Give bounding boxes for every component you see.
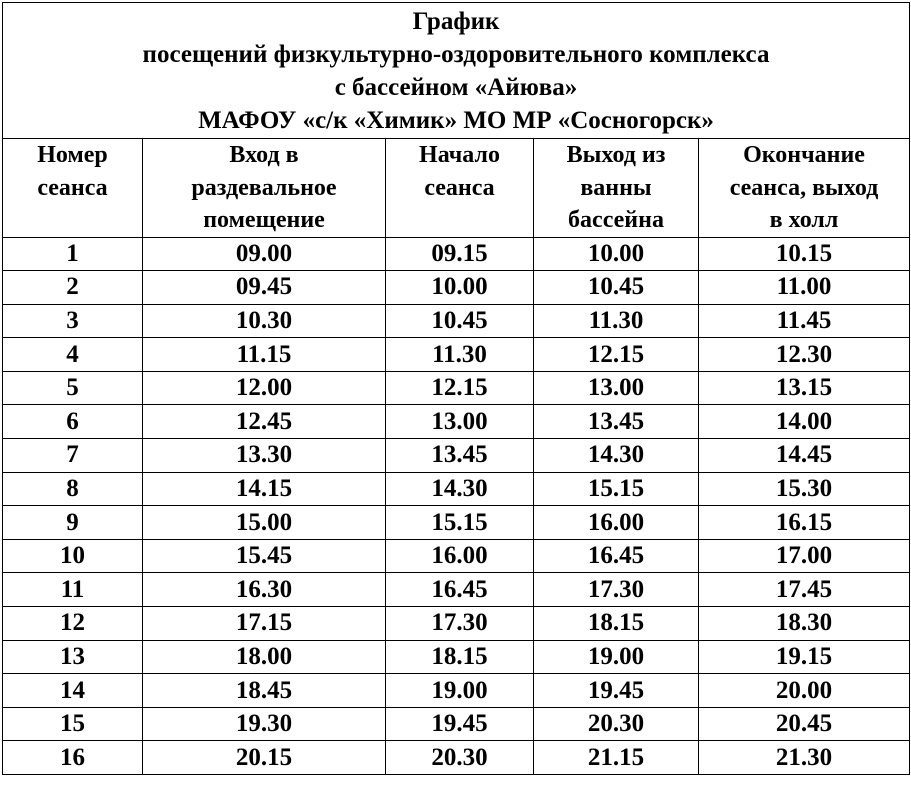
header-line: помещение bbox=[203, 207, 325, 233]
pool-exit-time: 14.30 bbox=[534, 439, 699, 473]
session-end-time: 19.15 bbox=[699, 640, 910, 674]
session-number: 11 bbox=[3, 573, 143, 607]
session-end-time: 20.00 bbox=[699, 674, 910, 708]
title-line-1: График bbox=[412, 7, 500, 35]
session-start-time: 09.15 bbox=[386, 237, 534, 271]
session-number: 9 bbox=[3, 506, 143, 540]
session-number: 10 bbox=[3, 539, 143, 573]
session-start-time: 10.00 bbox=[386, 271, 534, 305]
header-line: сеанса bbox=[424, 174, 495, 201]
session-number: 6 bbox=[3, 405, 143, 439]
session-start-time: 16.45 bbox=[386, 573, 534, 607]
session-end-time: 13.15 bbox=[699, 371, 910, 405]
pool-exit-time: 10.00 bbox=[534, 237, 699, 271]
pool-exit-time: 12.15 bbox=[534, 338, 699, 372]
pool-exit-time: 16.45 bbox=[534, 539, 699, 573]
session-end-time: 14.00 bbox=[699, 405, 910, 439]
session-start-time: 11.30 bbox=[386, 338, 534, 372]
session-number: 1 bbox=[3, 237, 143, 271]
pool-exit-time: 17.30 bbox=[534, 573, 699, 607]
column-headers bbox=[3, 139, 910, 238]
header-line: Окончание bbox=[743, 142, 865, 168]
locker-entry-time: 19.30 bbox=[143, 707, 386, 741]
table-row bbox=[3, 640, 910, 674]
pool-exit-time: 19.45 bbox=[534, 674, 699, 708]
locker-entry-time: 13.30 bbox=[143, 439, 386, 473]
table-row bbox=[3, 439, 910, 473]
locker-entry-time: 18.00 bbox=[143, 640, 386, 674]
session-end-time: 14.45 bbox=[699, 439, 910, 473]
pool-exit-time: 21.15 bbox=[534, 741, 699, 775]
session-end-time: 12.30 bbox=[699, 338, 910, 372]
locker-entry-time: 11.15 bbox=[143, 338, 386, 372]
locker-entry-time: 09.00 bbox=[143, 237, 386, 271]
session-number: 5 bbox=[3, 371, 143, 405]
table-row bbox=[3, 405, 910, 439]
locker-entry-time: 16.30 bbox=[143, 573, 386, 607]
session-end-time: 11.00 bbox=[699, 271, 910, 305]
table-row bbox=[3, 741, 910, 775]
table-row bbox=[3, 472, 910, 506]
header-line: Начало bbox=[419, 142, 500, 168]
table-row bbox=[3, 371, 910, 405]
locker-entry-time: 09.45 bbox=[143, 271, 386, 305]
header-line: раздевальное bbox=[191, 174, 337, 201]
locker-entry-time: 15.00 bbox=[143, 506, 386, 540]
session-number: 3 bbox=[3, 304, 143, 338]
table-row bbox=[3, 271, 910, 305]
table-row bbox=[3, 573, 910, 607]
header-pool-exit bbox=[534, 139, 699, 238]
session-start-time: 13.45 bbox=[386, 439, 534, 473]
pool-exit-time: 20.30 bbox=[534, 707, 699, 741]
header-line: Вход в bbox=[229, 142, 299, 168]
header-session-start bbox=[386, 139, 534, 238]
header-line: Выход из bbox=[566, 142, 666, 168]
session-start-time: 18.15 bbox=[386, 640, 534, 674]
session-end-time: 18.30 bbox=[699, 607, 910, 641]
header-line: сеанса, выход bbox=[729, 174, 879, 201]
locker-entry-time: 17.15 bbox=[143, 607, 386, 641]
table-row bbox=[3, 506, 910, 540]
session-end-time: 10.15 bbox=[699, 237, 910, 271]
session-start-time: 17.30 bbox=[386, 607, 534, 641]
table-row bbox=[3, 304, 910, 338]
session-number: 15 bbox=[3, 707, 143, 741]
header-line: сеанса bbox=[37, 174, 108, 201]
title-line-4: МАФОУ «с/к «Химик» МО МР «Сосногорск» bbox=[198, 106, 714, 134]
session-start-time: 13.00 bbox=[386, 405, 534, 439]
table-title bbox=[3, 3, 910, 139]
session-end-time: 21.30 bbox=[699, 741, 910, 775]
locker-entry-time: 14.15 bbox=[143, 472, 386, 506]
session-number: 12 bbox=[3, 607, 143, 641]
locker-entry-time: 10.30 bbox=[143, 304, 386, 338]
header-line: ванны bbox=[580, 174, 652, 201]
session-start-time: 19.00 bbox=[386, 674, 534, 708]
pool-exit-time: 13.45 bbox=[534, 405, 699, 439]
pool-exit-time: 19.00 bbox=[534, 640, 699, 674]
session-number: 16 bbox=[3, 741, 143, 775]
pool-exit-time: 16.00 bbox=[534, 506, 699, 540]
locker-entry-time: 18.45 bbox=[143, 674, 386, 708]
session-end-time: 15.30 bbox=[699, 472, 910, 506]
pool-exit-time: 11.30 bbox=[534, 304, 699, 338]
session-start-time: 15.15 bbox=[386, 506, 534, 540]
session-start-time: 16.00 bbox=[386, 539, 534, 573]
session-number: 8 bbox=[3, 472, 143, 506]
session-number: 2 bbox=[3, 271, 143, 305]
session-start-time: 14.30 bbox=[386, 472, 534, 506]
schedule-body bbox=[3, 237, 910, 775]
table-row bbox=[3, 674, 910, 708]
header-session-number bbox=[3, 139, 143, 238]
session-start-time: 10.45 bbox=[386, 304, 534, 338]
table-row bbox=[3, 237, 910, 271]
schedule-table bbox=[2, 2, 910, 775]
header-line: Номер bbox=[37, 142, 108, 168]
session-number: 14 bbox=[3, 674, 143, 708]
session-start-time: 12.15 bbox=[386, 371, 534, 405]
header-line: бассейна bbox=[568, 207, 664, 233]
header-line: в холл bbox=[769, 207, 839, 233]
session-end-time: 16.15 bbox=[699, 506, 910, 540]
locker-entry-time: 12.45 bbox=[143, 405, 386, 439]
table-row bbox=[3, 707, 910, 741]
locker-entry-time: 15.45 bbox=[143, 539, 386, 573]
title-line-3: с бассейном «Айюва» bbox=[334, 73, 578, 101]
table-row bbox=[3, 539, 910, 573]
pool-exit-time: 13.00 bbox=[534, 371, 699, 405]
session-number: 13 bbox=[3, 640, 143, 674]
header-locker-entry bbox=[143, 139, 386, 238]
session-end-time: 20.45 bbox=[699, 707, 910, 741]
session-end-time: 17.00 bbox=[699, 539, 910, 573]
session-start-time: 19.45 bbox=[386, 707, 534, 741]
pool-exit-time: 18.15 bbox=[534, 607, 699, 641]
session-number: 4 bbox=[3, 338, 143, 372]
table-row bbox=[3, 338, 910, 372]
pool-exit-time: 10.45 bbox=[534, 271, 699, 305]
pool-exit-time: 15.15 bbox=[534, 472, 699, 506]
session-number: 7 bbox=[3, 439, 143, 473]
session-end-time: 17.45 bbox=[699, 573, 910, 607]
locker-entry-time: 12.00 bbox=[143, 371, 386, 405]
session-start-time: 20.30 bbox=[386, 741, 534, 775]
session-end-time: 11.45 bbox=[699, 304, 910, 338]
header-session-end bbox=[699, 139, 910, 238]
table-row bbox=[3, 607, 910, 641]
title-line-2: посещений физкультурно-оздоровительного комплекса bbox=[142, 40, 770, 68]
locker-entry-time: 20.15 bbox=[143, 741, 386, 775]
